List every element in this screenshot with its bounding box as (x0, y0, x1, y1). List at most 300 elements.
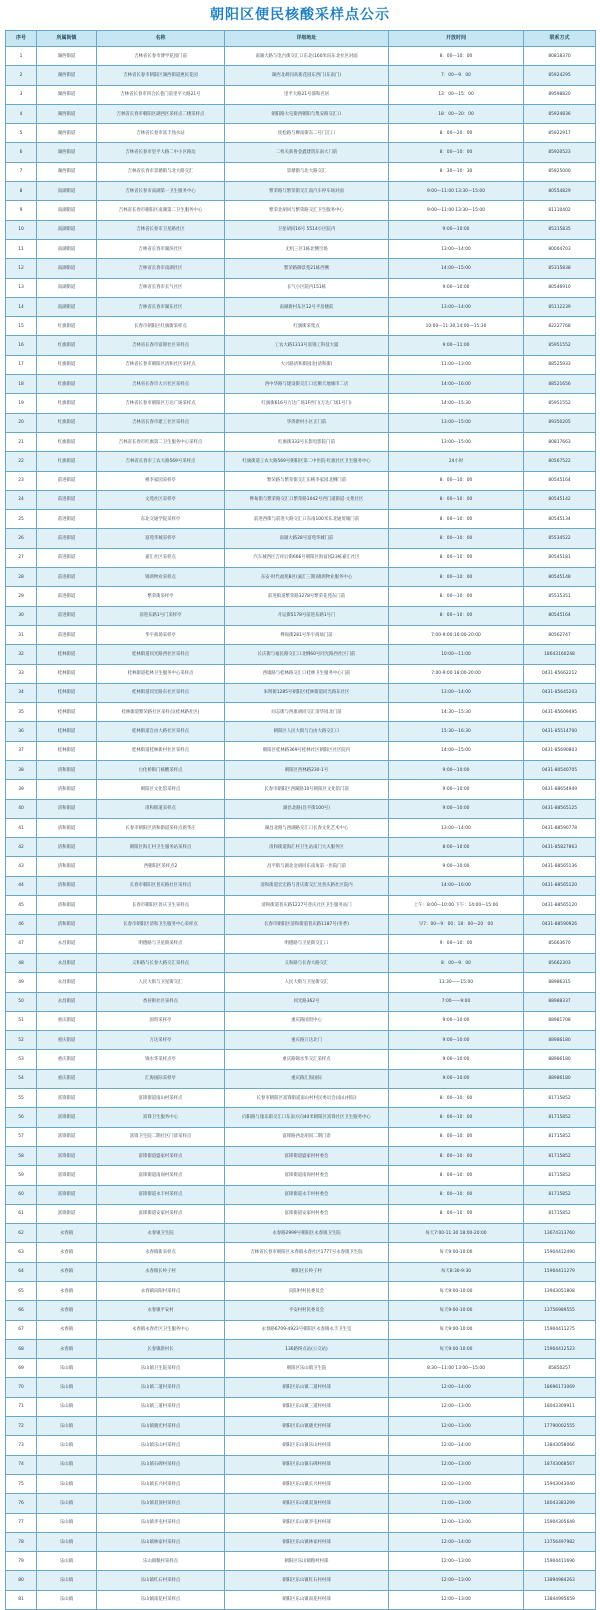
cell-index: 66 (6, 1301, 37, 1320)
table-row (6, 278, 596, 297)
cell-hours: 12:00—13:00 (389, 1455, 524, 1474)
cell-district: 永春镇 (37, 1339, 97, 1358)
cell-district: 红旗街道 (37, 413, 97, 432)
cell-contact: 85315835 (524, 220, 596, 239)
cell-contact: 88986180 (524, 1069, 596, 1088)
cell-district: 前进街道 (37, 568, 97, 587)
cell-index: 21 (6, 432, 37, 451)
table-row (6, 1031, 596, 1050)
cell-index: 11 (6, 239, 37, 258)
cell-address: 无机三区1栋北侧空场 (225, 239, 389, 258)
table-row (6, 896, 596, 915)
cell-index: 52 (6, 1031, 37, 1050)
cell-district: 永春镇 (37, 1320, 97, 1339)
cell-index: 76 (6, 1494, 37, 1513)
cell-index: 24 (6, 490, 37, 509)
cell-name: 桃李家园采样亭 (97, 471, 225, 490)
cell-district: 乐山镇 (37, 1397, 97, 1416)
cell-index: 77 (6, 1513, 37, 1532)
cell-contact: 18643160248 (524, 645, 596, 664)
cell-index: 22 (6, 452, 37, 471)
cell-address: 卫星胡同16号 5514小区院内 (225, 220, 389, 239)
cell-hours: 8：00—10：00 (389, 587, 524, 606)
cell-address: 繁荣路御景苑21栋西侧 (225, 259, 389, 278)
cell-contact: 88981708 (524, 1011, 596, 1030)
cell-hours: 18：00—20：00 (389, 104, 524, 123)
cell-index: 49 (6, 973, 37, 992)
cell-hours: 7:00——9:00 (389, 992, 524, 1011)
cell-contact: 85951552 (524, 394, 596, 413)
cell-hours: 9:00—10:00 (389, 278, 524, 297)
cell-name: 乐山镇南花村采样点 (97, 1590, 225, 1609)
cell-address: 向阳村村民委员会 (225, 1282, 389, 1301)
table-row (6, 1552, 596, 1571)
cell-index: 64 (6, 1262, 37, 1281)
cell-contact: 88988337 (524, 992, 596, 1011)
cell-district: 永春镇 (37, 1282, 97, 1301)
table-row (6, 973, 596, 992)
cell-index: 14 (6, 297, 37, 316)
table-row (6, 1513, 596, 1532)
table-row (6, 857, 596, 876)
cell-district: 永春镇 (37, 1301, 97, 1320)
cell-contact: 80545142 (524, 490, 596, 509)
cell-district: 清和街道 (37, 799, 97, 818)
cell-index: 35 (6, 703, 37, 722)
cell-name: 富锋街道南岗村采样点 (97, 1166, 225, 1185)
cell-index: 42 (6, 838, 37, 857)
cell-name: 嘉汇社区采样点 (97, 548, 225, 567)
cell-address: 重庆路国贸中心 (225, 1011, 389, 1030)
cell-district: 红旗街道 (37, 317, 97, 336)
cell-name: 乐山镇双顶村采样点 (97, 1494, 225, 1513)
cell-hours: 8：00—10：00 (389, 490, 524, 509)
cell-hours: 每天8:30-9:30 (389, 1262, 524, 1281)
cell-name: 吉林省长春市红旗第二卫生服务中心采样点 (97, 432, 225, 451)
cell-hours: 14:30—15:30 (389, 703, 524, 722)
cell-contact: 0431-85514700 (524, 722, 596, 741)
cell-hours: 8：30—10：30 (389, 162, 524, 181)
cell-address: 红旗街616号万达广场1F西门(万达广场1号门) (225, 394, 389, 413)
cell-district: 富锋街道 (37, 1204, 97, 1223)
cell-contact: 15943043040 (524, 1474, 596, 1493)
cell-hours: 9:00—10:00 (389, 760, 524, 779)
cell-hours: 8：00—10：00 (389, 143, 524, 162)
cell-hours: 每天9:00-10:00 (389, 1243, 524, 1262)
cell-contact: 0431-88565120 (524, 876, 596, 895)
cell-name: 桂林街道同光路西社区采样点 (97, 645, 225, 664)
cell-index: 23 (6, 471, 37, 490)
table-row (6, 220, 596, 239)
cell-address: 朝阳区乐山镇李屯村村部 (225, 1513, 389, 1532)
cell-index: 41 (6, 818, 37, 837)
cell-district: 乐山镇 (37, 1513, 97, 1532)
cell-name: 乐山镇红石村采样点 (97, 1571, 225, 1590)
cell-hours: 12:00—13:00 (389, 1571, 524, 1590)
cell-index: 19 (6, 394, 37, 413)
cell-district: 清和街道 (37, 896, 97, 915)
table-row (6, 413, 596, 432)
table-row (6, 1185, 596, 1204)
cell-index: 32 (6, 645, 37, 664)
cell-hours: 10:00—11:00 (389, 645, 524, 664)
table-row (6, 201, 596, 220)
cell-name: 锦鸿物业采样点 (97, 568, 225, 587)
cell-contact: 85534522 (524, 529, 596, 548)
cell-index: 39 (6, 780, 37, 799)
cell-hours: 9:00—11:00 13:30—15:00 (389, 201, 524, 220)
table-row (6, 1590, 596, 1609)
cell-index: 53 (6, 1050, 37, 1069)
cell-district: 桂林街道 (37, 703, 97, 722)
cell-index: 57 (6, 1127, 37, 1146)
cell-name: 长春市朝阳区清和卫生服务中心采样点 (97, 915, 225, 934)
cell-address: 工农大路1313号富锦工科技大厦 (225, 336, 389, 355)
cell-contact: 15904412523 (524, 1339, 596, 1358)
cell-contact: 15904411279 (524, 1262, 596, 1281)
cell-address: 朝阳区乐山镇长兴村村部 (225, 1474, 389, 1493)
cell-index: 56 (6, 1108, 37, 1127)
cell-district: 前进街道 (37, 510, 97, 529)
cell-hours: 13:30——15:00 (389, 973, 524, 992)
cell-address: 永春路6709-4923号朝阳区永春镇永丰卫生室 (225, 1320, 389, 1339)
table-row (6, 394, 596, 413)
table-row (6, 1571, 596, 1590)
cell-district: 红旗街道 (37, 452, 97, 471)
table-row (6, 876, 596, 895)
cell-address: 富锋街道南岗村村委会 (225, 1166, 389, 1185)
cell-hours: 12:00—14:00 (389, 1378, 524, 1397)
cell-address: 清和街道海汇村卫生站南门大夫服务区 (225, 838, 389, 857)
cell-address: 前进街道繁荣路3278号繁荣花苑东门前 (225, 587, 389, 606)
cell-address: 重庆路万达北门 (225, 1031, 389, 1050)
cell-contact: 89598820 (524, 85, 596, 104)
table-row (6, 143, 596, 162)
cell-district: 前进街道 (37, 490, 97, 509)
table-row (6, 124, 596, 143)
cell-address: 长春市朝阳区富锋街道南山村村民委员会(南山村院) (225, 1089, 389, 1108)
table-row (6, 47, 596, 66)
cell-contact: 85850257 (524, 1359, 596, 1378)
table-row (6, 1243, 596, 1262)
cell-hours: 9:00—10:00 (389, 1069, 524, 1088)
cell-contact: 85315838 (524, 259, 596, 278)
cell-index: 61 (6, 1204, 37, 1223)
table-row (6, 1089, 596, 1108)
cell-address: 红旗街道工农大路569号朝阳区第二中医院·红旗社区卫生服务中心 (225, 452, 389, 471)
cell-hours: 早7：00—9：00；18：00—20：00 (389, 915, 524, 934)
cell-index: 30 (6, 606, 37, 625)
cell-name: 永春镇向阳村采样点 (97, 1282, 225, 1301)
table-row (6, 1146, 596, 1165)
cell-hours: 11:00—13:00 (389, 1494, 524, 1513)
cell-index: 44 (6, 876, 37, 895)
cell-index: 10 (6, 220, 37, 239)
cell-address: 南湖大路与电台街交汇口东北(160米向东北社区对面 (225, 47, 389, 66)
cell-hours: 上午：8:00—10:00 下午：14:00—15:00 (389, 896, 524, 915)
cell-district: 湖西街道 (37, 47, 97, 66)
table-row (6, 760, 596, 779)
cell-hours: 9:00—10:00 (389, 1050, 524, 1069)
cell-district: 永春镇 (37, 1262, 97, 1281)
cell-hours: 14:00—15:00 (389, 741, 524, 760)
cell-name: 万达采样亭 (97, 1031, 225, 1050)
table-row (6, 1108, 596, 1127)
table-body (6, 47, 596, 1610)
cell-index: 13 (6, 278, 37, 297)
cell-index: 71 (6, 1397, 37, 1416)
cell-district: 南湖街道 (37, 201, 97, 220)
cell-contact: 15904412490 (524, 1243, 596, 1262)
cell-name: 桂林街道同光路东社区采样点 (97, 683, 225, 702)
cell-hours: 12:00—14:00 (389, 1532, 524, 1551)
cell-hours: 8：00—10：00 (389, 510, 524, 529)
cell-contact: 17790002555 (524, 1417, 596, 1436)
cell-name: 国贸采样亭 (97, 1011, 225, 1030)
cell-name: 吉林省长春市朝阳区清和社区采样点 (97, 355, 225, 374)
table-row (6, 1262, 596, 1281)
table-row (6, 336, 596, 355)
cell-name: 吉林省长春市朝阳区万达广场采样点 (97, 394, 225, 413)
cell-district: 南湖街道 (37, 297, 97, 316)
cell-address: 同志街与西康胡同交汇清华园北门前 (225, 703, 389, 722)
table-row (6, 529, 596, 548)
cell-name: 乐山镇卫生院采样点 (97, 1359, 225, 1378)
cell-contact: 0431-80540705 (524, 760, 596, 779)
cell-address: 朝阳区乐山镇乐山村村部 (225, 1436, 389, 1455)
cell-name: 吉林省长春市朝阳区湖西街道惠民花园 (97, 66, 225, 85)
cell-name: 西朝阳区采样点2 (97, 857, 225, 876)
cell-name: 华宇商场采样亭 (97, 625, 225, 644)
cell-name: 人民大街与卫星街交汇 (97, 973, 225, 992)
cell-name: 吉林省长春市工农大路569号采样点 (97, 452, 225, 471)
cell-index: 79 (6, 1552, 37, 1571)
cell-address: 二机关新鲁金鑫建筑东南大门前 (225, 143, 389, 162)
cell-name: 乐山镇林家村采样点 (97, 1532, 225, 1551)
table-row (6, 85, 596, 104)
cell-hours: 12:00—13:00 (389, 1417, 524, 1436)
cell-district: 前进街道 (37, 606, 97, 625)
cell-name: 富锋卫生服务中心 (97, 1108, 225, 1127)
cell-name: 东北交通学院采样亭 (97, 510, 225, 529)
cell-district: 清和街道 (37, 760, 97, 779)
cell-name: 香居街社区采样点 (97, 992, 225, 1011)
cell-index: 4 (6, 104, 37, 123)
cell-district: 湖西街道 (37, 143, 97, 162)
cell-name: 前进东路1号门采样亭 (97, 606, 225, 625)
cell-index: 73 (6, 1436, 37, 1455)
cell-address: 朝阳区乐山镇晓光村村部 (225, 1417, 389, 1436)
cell-address: 昌平街与湖北北胡同东南角第一医院门前 (225, 857, 389, 876)
cell-district: 前进街道 (37, 529, 97, 548)
cell-district: 前进街道 (37, 587, 97, 606)
table-row (6, 1320, 596, 1339)
cell-name: 吉林省长春市湖滨社区 (97, 239, 225, 258)
cell-name: 富锋街道南山村采样点 (97, 1089, 225, 1108)
cell-district: 湖西街道 (37, 124, 97, 143)
table-row (6, 664, 596, 683)
cell-address: 朝阳区乐山镇林家村村部 (225, 1532, 389, 1551)
cell-index: 38 (6, 760, 37, 779)
cell-district: 富锋街道 (37, 1185, 97, 1204)
cell-contact: 80545181 (524, 548, 596, 567)
table-row (6, 992, 596, 1011)
sampling-points-table (5, 30, 596, 1610)
cell-contact: 80562747 (524, 625, 596, 644)
cell-address: 抚松路与柳南街东二号门汇口 (225, 124, 389, 143)
cell-district: 乐山镇 (37, 1436, 97, 1455)
cell-hours: 12:00—13:00 (389, 1552, 524, 1571)
cell-contact: 80817663 (524, 432, 596, 451)
table-row (6, 1166, 596, 1185)
table-row (6, 162, 596, 181)
cell-hours: 8：00—10：00 (389, 1146, 524, 1165)
cell-contact: 81715852 (524, 1146, 596, 1165)
cell-contact: 85951552 (524, 336, 596, 355)
cell-address: 大兴路清和街园北(清和街) (225, 355, 389, 374)
cell-name: 吉林省长春市富丰熟水站 (97, 124, 225, 143)
cell-name: 朝阳区文化馆采样点 (97, 780, 225, 799)
cell-district: 红旗街道 (37, 375, 97, 394)
table-row (6, 259, 596, 278)
cell-district: 红旗街道 (37, 432, 97, 451)
table-row (6, 838, 596, 857)
cell-contact: 0431-88590778 (524, 818, 596, 837)
cell-name: 明德路与卫星街采样点 (97, 934, 225, 953)
cell-district: 清和街道 (37, 838, 97, 857)
cell-address: 向阳路与康乐街交汇口东南方向40米朝阳区富锋社区卫生服务中心 (225, 1108, 389, 1127)
cell-address: 长春市朝阳区西湖路10号朝阳区文化馆门前 (225, 780, 389, 799)
table-row (6, 1474, 596, 1493)
cell-name: 乐山镇石碑村采样点 (97, 1455, 225, 1474)
table-header (6, 31, 596, 47)
cell-district: 乐山镇 (37, 1532, 97, 1551)
cell-contact: 80554829 (524, 182, 596, 201)
cell-address: 永春路2999号朝阳区永春镇卫生院 (225, 1224, 389, 1243)
cell-address: 朝阳区乐山镇双顶村村部 (225, 1494, 389, 1513)
table-row (6, 510, 596, 529)
cell-name: 桂林街道桂林新村社区采样点 (97, 741, 225, 760)
cell-hours: 9:00—10:00 (389, 1031, 524, 1050)
cell-index: 46 (6, 915, 37, 934)
header-district: 所属街镇 (37, 31, 97, 47)
table-row (6, 915, 596, 934)
cell-name: 繁荣街采样亭 (97, 587, 225, 606)
cell-address: 朝阳区乐山镇三道村村部 (225, 1397, 389, 1416)
cell-district: 前进街道 (37, 548, 97, 567)
cell-index: 27 (6, 548, 37, 567)
cell-name: 吉林省长春市博学花园门前 (97, 47, 225, 66)
cell-index: 2 (6, 66, 37, 85)
cell-name: 吉林省长春市四合长巷门前里平大路21号 (97, 85, 225, 104)
cell-hours: 8：00—10：00 (389, 529, 524, 548)
cell-name: 桂林街道自由大路社区采样点 (97, 722, 225, 741)
cell-contact: 0431-88590926 (524, 915, 596, 934)
cell-contact: 81715852 (524, 1127, 596, 1146)
cell-hours: 9:00—10:00 (389, 1011, 524, 1030)
cell-hours: 8：00—10：00 (389, 1089, 524, 1108)
cell-index: 37 (6, 741, 37, 760)
cell-district: 乐山镇 (37, 1552, 97, 1571)
cell-district: 重庆街道 (37, 1011, 97, 1030)
cell-hours: 12:00—13:00 (389, 1513, 524, 1532)
table-row (6, 297, 596, 316)
cell-index: 48 (6, 953, 37, 972)
table-row (6, 471, 596, 490)
cell-address: 景循街与北大路交汇 (225, 162, 389, 181)
table-row (6, 1378, 596, 1397)
cell-district: 乐山镇 (37, 1590, 97, 1609)
cell-name: 永春镇新采样点 (97, 1243, 225, 1262)
cell-contact: 88986180 (524, 1050, 596, 1069)
cell-district: 前进街道 (37, 471, 97, 490)
cell-name: 长春市朝阳区普庆路社区采样点 (97, 876, 225, 895)
table-row (6, 239, 596, 258)
cell-address: 湖昌北路(昌平街100号) (225, 799, 389, 818)
header-contact: 联系方式 (524, 31, 596, 47)
cell-address: 重庆路汇海国际 (225, 1069, 389, 1088)
table-row (6, 104, 596, 123)
header-index: 序号 (6, 31, 37, 47)
table-row (6, 490, 596, 509)
cell-name: 乐山镇长兴村采样点 (97, 1474, 225, 1493)
cell-address: 人民大街与卫星街交汇 (225, 973, 389, 992)
cell-name: 吉林省长春市里平大路二中小区路边 (97, 143, 225, 162)
cell-hours: 13:00—14:00 (389, 683, 524, 702)
table-row (6, 1494, 596, 1513)
cell-address: 南湖新村东区12号平房楼前 (225, 297, 389, 316)
cell-index: 69 (6, 1359, 37, 1378)
cell-index: 65 (6, 1282, 37, 1301)
table-row (6, 1532, 596, 1551)
table-row (6, 683, 596, 702)
cell-district: 前进街道 (37, 625, 97, 644)
cell-contact: 89350205 (524, 413, 596, 432)
cell-name: 吉林省长春市长气社区 (97, 278, 225, 297)
cell-hours: 14:00—16:00 (389, 876, 524, 895)
cell-district: 红旗街道 (37, 394, 97, 413)
cell-district: 南湖街道 (37, 220, 97, 239)
table-row (6, 625, 596, 644)
cell-hours: 12:00—13:00 (389, 1474, 524, 1493)
cell-name: 清和街道采样点 (97, 799, 225, 818)
cell-index: 15 (6, 317, 37, 336)
cell-address: 吉林省长春市朝阳区永春镇永春社区1777号永春镇卫生院 (225, 1243, 389, 1262)
table-row (6, 317, 596, 336)
cell-address: 桦甸街与繁荣路交汇口繁荣路1042号西门道街道·文苑社区 (225, 490, 389, 509)
cell-name: 吉林省长春市南湖第一卫生服务中心 (97, 182, 225, 201)
cell-index: 3 (6, 85, 37, 104)
cell-contact: 88986180 (524, 1031, 596, 1050)
cell-district: 湖西街道 (37, 104, 97, 123)
cell-index: 40 (6, 799, 37, 818)
table-row (6, 1050, 596, 1069)
cell-district: 重庆街道 (37, 1069, 97, 1088)
cell-address: 西康路与桂林路交汇口桂林卫生服务中心门前 (225, 664, 389, 683)
cell-hours: 8:00—10:00 (389, 838, 524, 857)
cell-hours: 13:00—14:00 (389, 239, 524, 258)
cell-address: 富锋街道安家村村委会 (225, 1204, 389, 1223)
cell-index: 63 (6, 1243, 37, 1262)
cell-district: 清和街道 (37, 818, 97, 837)
cell-index: 72 (6, 1417, 37, 1436)
cell-district: 富锋街道 (37, 1089, 97, 1108)
cell-district: 乐山镇 (37, 1417, 97, 1436)
cell-contact: 13943051808 (524, 1282, 596, 1301)
cell-index: 9 (6, 201, 37, 220)
cell-address: 繁荣北胡同与繁荣路交汇卫生服务中心 (225, 201, 389, 220)
cell-hours: 9:00—10:00 (389, 857, 524, 876)
